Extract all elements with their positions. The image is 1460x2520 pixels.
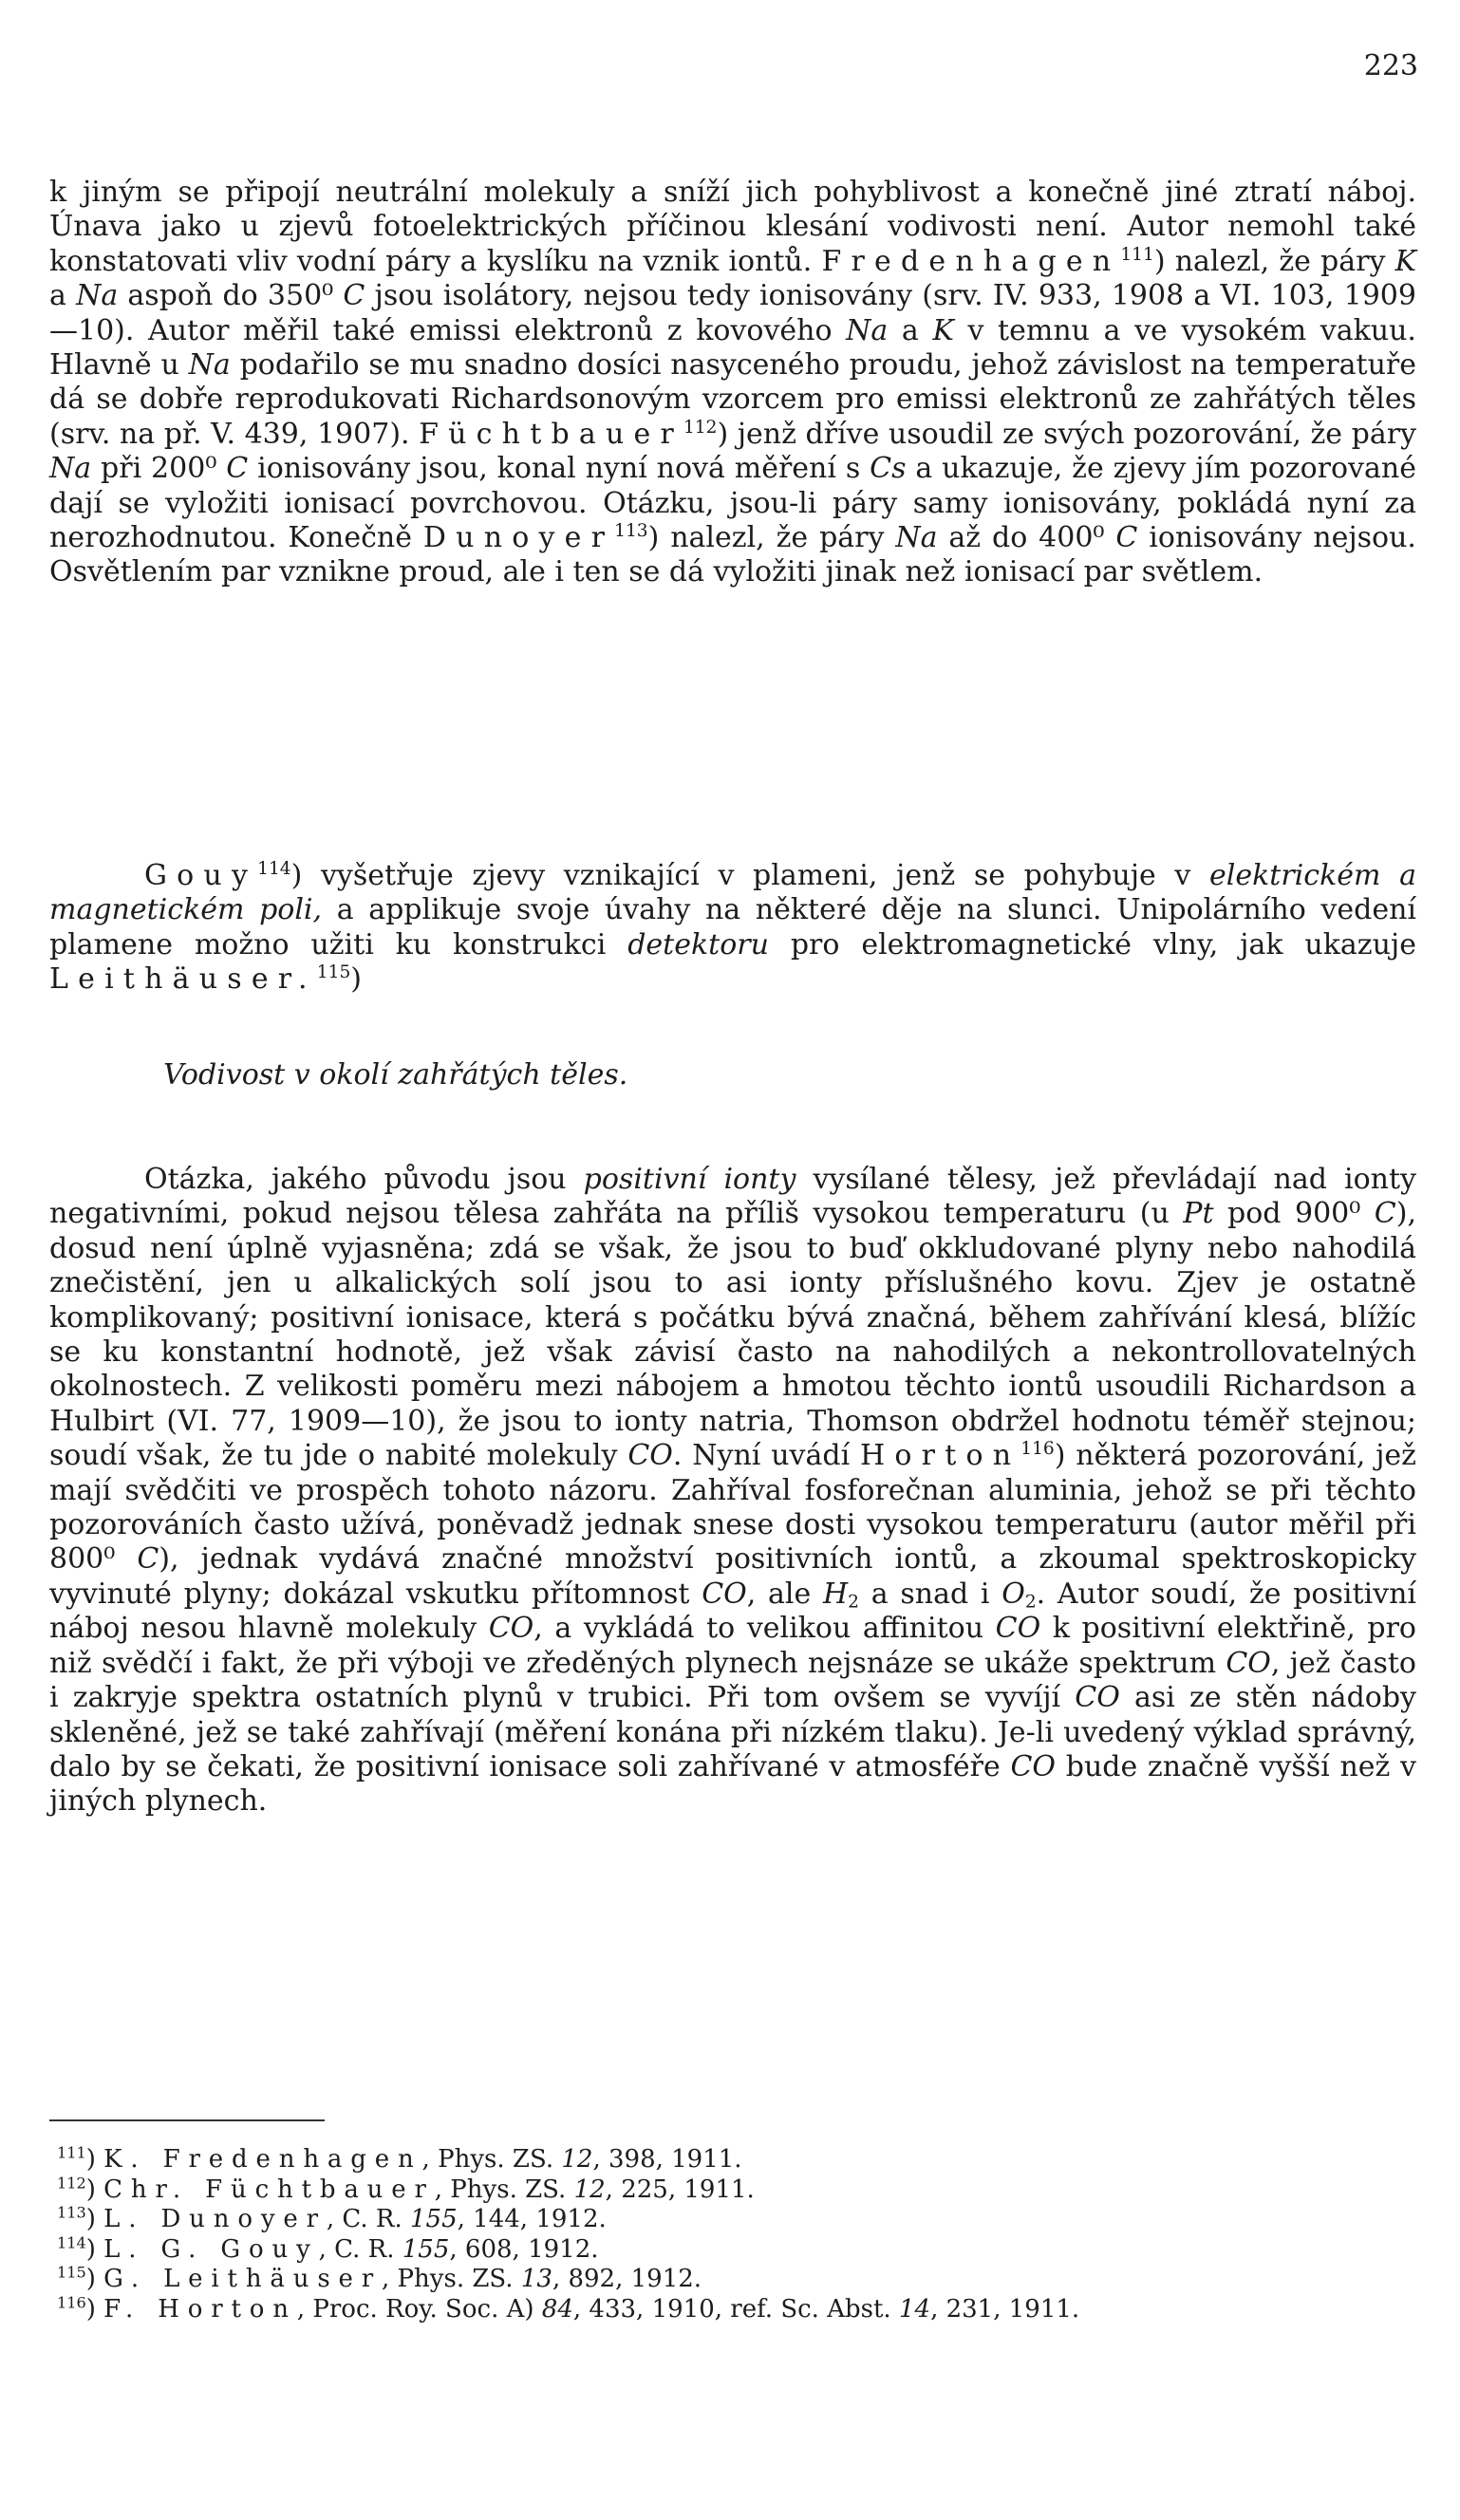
author-name: Füchtbauer — [419, 417, 683, 451]
footnote-ref: 114 — [257, 858, 291, 879]
footnote-111: $^{111}$) K. Fredenhagen, Phys. ZS. 12, 398, 1911. — [57, 2143, 742, 2174]
footnote-ref: 116 — [1020, 1439, 1055, 1460]
footnotes — [57, 2145, 1414, 2324]
footnote-115: $^{115}$) G. Leithäuser, Phys. ZS. 13, 892, 1912. — [57, 2263, 702, 2293]
page-number: 223 — [1363, 49, 1418, 83]
author-name: Fredenhagen — [821, 244, 1121, 278]
author-name: Horton — [860, 1439, 1021, 1473]
paragraph-3: Otázka, jakého původu jsou positivní ionty vysílané tělesy, jež převládají nad ionty negativními, pokud nejsou tělesa zahřáta na příliš vysokou temperaturu (u Pt pod 900⁰ C), dosud není úplně vyjasněna; zdá se však, že jsou to buď okkludované plyny nebo nahodilá znečistění, jen u alkalických solí jsou to asi ionty příslušného kovu. Zjev je ostatně komplikovaný; positivní ionisace, která s počátku bývá značná, během zahřívání klesá, blížíc se ku konstantní hodnotě, jež však závisí často na nahodilých a nekontrollovatelných okolnostech. Z velikosti poměru mezi nábojem a hmotou těchto iontů usoudili Richardson a Hulbirt (VI. 77, 1909—10), že jsou to ionty natria, Thomson obdržel hodnotu téměř stejnou; soudí však, že tu jde o nabité molekuly CO. Nyní uvádí Horton$^{116}$) některá pozorování, jež mají svědčiti ve prospěch tohoto názoru. Zahříval fosforečnan aluminia, jehož se při těchto pozorováních často užívá, poněvadž jednak snese dosti vysokou temperaturu (autor měřil při 800⁰ C), jednak vydává značné množství positivních iontů, a zkoumal spektroskopicky vyvinuté plyny; dokázal vskutku přítomnost CO, ale $H_2$ a snad i $O_2$. Autor soudí, že positivní náboj nesou hlavně molekuly CO, a vykládá to velikou affinitou CO k positivní elektřině, pro niž svědčí i fakt, že při výboji ve zředěných plynech nejsnáze se ukáže spektrum CO, jež často i zakryje spektra ostatních plynů v trubici. Při tom ovšem se vyvíjí CO asi ze stěn nádoby skleněné, jež se také zahřívají (měření konána při nízkém tlaku). Je-li uvedený výklad správný, dalo by se čekati, že positivní ionisace soli zahřívané v atmosféře CO bude značně vyšší než v jiných plynech. — [49, 1163, 1416, 1819]
footnote-ref: 113 — [614, 520, 648, 541]
paragraph-1: k jiným se připojí neutrální molekuly a sníží jich pohyblivost a konečně jiné ztratí náboj. Únava jako u zjevů fotoelektrických příčinou klesání vodivosti není. Autor nemohl také konstatovati vliv vodní páry a kyslíku na vznik iontů. Fredenhagen$^{111}$) nalezl, že páry K a Na aspoň do 350⁰ C jsou isolátory, nejsou tedy ionisovány (srv. IV. 933, 1908 a VI. 103, 1909—10). Autor měřil také emissi elektronů z kovového Na a K v temnu a ve vysokém vakuu. Hlavně u Na podařilo se mu snadno dosíci nasyceného proudu, jehož závislost na temperatuře dá se dobře reprodukovati Richardsonovým vzorcem pro emissi elektronů ze zahřátých těles (srv. na př. V. 439, 1907). Füchtbauer$^{112}$) jenž dříve usoudil ze svých pozorování, že páry Na při 200⁰ C ionisovány jsou, konal nyní nová měření s Cs a ukazuje, že zjevy jím pozorované dají se vyložiti ionisací povrchovou. Otázku, jsou-li páry samy ionisovány, pokládá nyní za nerozhodnutou. Konečně Dunoyer$^{113}$) nalezl, že páry Na až do 400⁰ C ionisovány nejsou. Osvětlením par vznikne proud, ale i ten se dá vyložiti jinak než ionisací par světlem. — [49, 176, 1416, 589]
footnote-114: $^{114}$) L. G. Gouy, C. R. 155, 608, 1912. — [57, 2232, 599, 2264]
footnote-ref: 112 — [683, 417, 718, 438]
footnote-113: $^{113}$) L. Dunoyer, C. R. 155, 144, 1912. — [57, 2203, 607, 2233]
section-heading: Vodivost v okolí zahřátých těles. — [163, 1058, 628, 1092]
paragraph-2: Gouy$^{114}$) vyšetřuje zjevy vznikající v plameni, jenž se pohybuje v elektrickém a magnetickém poli, a applikuje svoje úvahy na některé děje na slunci. Unipolárního vedení plamene možno užiti ku konstrukci detektoru pro elektromagnetické vlny, jak ukazuje Leithäuser.$^{115}$) — [49, 858, 1416, 997]
footnote-112: $^{112}$) Chr. Füchtbauer, Phys. ZS. 12, 225, 1911. — [57, 2173, 755, 2204]
author-name: Leithäuser. — [49, 962, 317, 997]
footnote-116: $^{116}$) F. Horton, Proc. Roy. Soc. A) 84, 433, 1910, ref. Sc. Abst. 14, 231, 1911. — [57, 2292, 1080, 2324]
author-name: Dunoyer — [422, 521, 615, 555]
author-name: Gouy — [144, 859, 258, 892]
footnote-ref: 111 — [1120, 244, 1154, 265]
footnote-divider — [49, 2119, 325, 2121]
footnote-ref: 115 — [316, 962, 351, 983]
